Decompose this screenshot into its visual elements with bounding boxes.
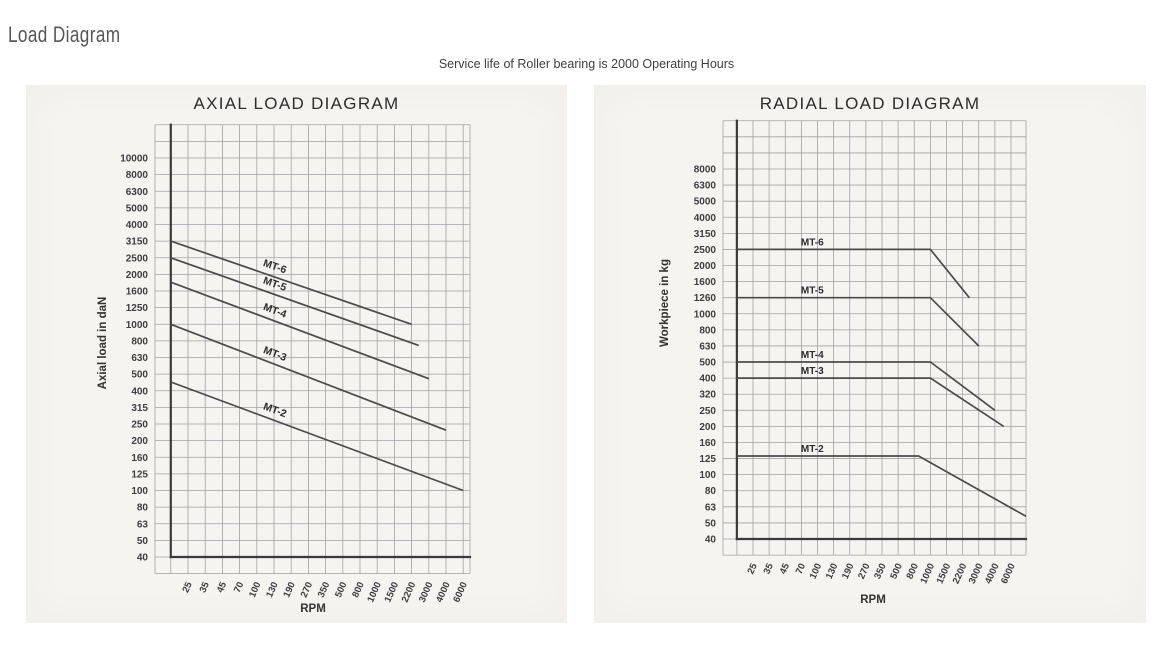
y-tick-label: 40 [136,552,148,564]
grid-lines [155,125,470,574]
series-label-MT-2: MT-2 [800,444,824,456]
series-line-MT-5 [737,298,979,346]
x-tick-label: 2200 [950,561,970,586]
x-tick-label: 800 [350,580,367,600]
series-label-MT-2: MT-2 [261,400,289,421]
series-line-MT-2 [737,456,1026,516]
radial-load-plot [594,85,1146,623]
series-label-MT-6: MT-6 [261,257,289,277]
y-tick-label: 400 [699,373,716,385]
x-tick-label: 25 [180,580,195,595]
x-tick-label: 3000 [966,561,986,586]
series-label-MT-5: MT-5 [261,274,289,294]
x-tick-label: 100 [807,561,825,581]
y-tick-label: 315 [131,402,148,414]
series-label-MT-6: MT-6 [800,237,824,249]
y-tick-label: 5000 [693,196,716,208]
y-tick-label: 500 [131,369,148,381]
x-tick-label: 100 [247,580,264,600]
y-axis-label-axial: Axial load in daN [97,296,109,390]
y-axis-label-radial: Workpiece in kg [659,259,671,347]
chart-title-axial: AXIAL LOAD DIAGRAM [193,94,400,113]
y-tick-label: 4000 [693,212,716,224]
y-tick-label: 3150 [125,236,148,248]
x-tick-label: 3000 [416,580,436,605]
y-tick-label: 40 [704,534,716,546]
x-tick-label: 500 [333,580,350,600]
y-tick-label: 160 [699,437,716,449]
y-tick-label: 5000 [125,203,148,215]
axial-load-plot [26,85,567,623]
x-tick-labels [745,561,1017,585]
y-tick-label: 630 [699,341,716,353]
y-tick-label: 80 [136,502,148,514]
x-tick-label: 4000 [982,561,1002,586]
y-tick-label: 8000 [693,164,716,176]
y-tick-label: 200 [131,436,148,448]
y-tick-label: 50 [704,518,716,530]
page-title: Load Diagram [8,22,121,47]
y-tick-label: 63 [704,502,716,514]
y-tick-label: 100 [131,486,148,497]
chart-panel-axial [26,85,567,623]
y-tick-label: 2000 [693,261,716,273]
y-tick-label: 3150 [693,228,716,240]
y-tick-label: 1600 [693,277,716,289]
y-tick-label: 2000 [125,269,148,281]
x-tick-label: 130 [264,580,281,600]
y-tick-label: 2500 [693,244,716,256]
y-tick-label: 6300 [693,180,716,192]
series-line-MT-4 [171,282,429,379]
y-tick-label: 1600 [125,286,148,298]
x-tick-label: 270 [856,561,873,581]
x-tick-labels [180,580,470,604]
x-tick-label: 6000 [451,580,470,605]
x-tick-label: 350 [315,580,333,600]
y-tick-label: 63 [136,519,148,531]
series-line-MT-3 [737,378,1004,426]
x-tick-label: 70 [793,561,809,576]
x-tick-label: 190 [281,580,298,600]
y-tick-label: 1000 [125,319,148,331]
series-line-MT-6 [737,249,969,297]
y-tick-label: 1000 [693,309,716,321]
chart-title-radial: RADIAL LOAD DIAGRAM [759,94,981,113]
y-tick-label: 125 [131,469,148,481]
x-tick-label: 130 [823,561,841,581]
series-label-MT-5: MT-5 [800,285,824,297]
x-axis-label-radial: RPM [860,594,886,606]
y-tick-label: 200 [699,421,716,433]
y-tick-label: 2500 [125,253,148,265]
y-tick-label: 6300 [125,186,148,198]
y-tick-label: 1260 [693,293,716,305]
y-tick-label: 100 [699,470,716,482]
page-subtitle: Service life of Roller bearing is 2000 Operating Hours [438,57,735,71]
y-tick-label: 125 [699,454,716,466]
y-tick-label: 8000 [125,170,148,182]
x-tick-label: 350 [872,561,889,581]
y-tick-label: 630 [131,353,148,364]
x-tick-label: 270 [298,580,316,600]
x-tick-label: 70 [231,580,247,595]
series-label-MT-3: MT-3 [261,344,289,365]
x-tick-label: 1500 [934,561,954,586]
series-label-MT-4: MT-4 [800,350,824,362]
series-line-MT-5 [171,258,419,346]
x-tick-label: 1500 [382,580,402,605]
y-tick-labels [120,154,148,564]
y-tick-label: 500 [699,357,716,369]
y-tick-labels [694,165,717,546]
x-axis-label-axial: RPM [300,603,326,615]
y-tick-label: 800 [131,336,148,348]
y-tick-label: 250 [699,405,716,417]
y-tick-label: 320 [699,389,716,401]
chart-panel-radial [594,85,1146,623]
x-tick-label: 45 [777,561,792,576]
y-tick-label: 10000 [120,153,148,165]
x-tick-label: 45 [214,580,230,595]
y-tick-label: 160 [131,452,148,464]
y-tick-label: 400 [131,386,148,398]
y-tick-label: 80 [704,486,716,498]
x-tick-label: 2200 [399,580,419,605]
y-tick-label: 250 [131,419,148,431]
x-tick-label: 35 [197,580,212,595]
x-tick-label: 4000 [434,580,453,605]
y-tick-label: 1250 [125,303,148,315]
x-tick-label: 6000 [999,561,1018,586]
x-tick-label: 1000 [918,561,938,586]
x-tick-label: 35 [761,561,776,576]
y-tick-label: 50 [136,535,148,547]
series-label-MT-4: MT-4 [261,301,289,321]
x-tick-label: 500 [888,561,905,581]
series-label-MT-3: MT-3 [800,366,824,378]
x-tick-label: 1000 [365,580,384,605]
y-tick-label: 800 [699,325,716,337]
y-tick-label: 4000 [125,220,148,231]
x-tick-label: 25 [745,561,760,576]
x-tick-label: 800 [904,561,921,581]
x-tick-label: 190 [839,561,857,581]
